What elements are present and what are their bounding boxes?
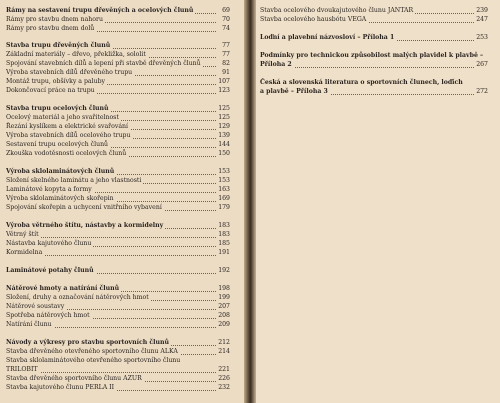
toc-entry: [6, 41, 230, 50]
toc-entry: [6, 140, 230, 149]
toc-entry: [6, 149, 230, 158]
toc-entry: [6, 86, 230, 95]
toc-entry-title: Složení skelného laminátu a jeho vlastnosti: [6, 177, 142, 184]
toc-entry-title: Výroba stavebních dílů dřevěného trupu: [6, 69, 133, 76]
toc-entry-title: a plavbě – Příloha 3: [260, 88, 328, 95]
toc-entry: [6, 383, 230, 392]
toc-entry-page-number: 183: [218, 231, 230, 238]
toc-entry-title: Spojování skořepin a uchycení vnitřního vybavení: [6, 204, 162, 211]
toc-entry-title: Řezání kyslíkem a elektrické svařování: [6, 123, 128, 130]
toc-entry-page-number: 77: [222, 42, 230, 49]
toc-entry-title: Dokončovací práce na trupu: [6, 87, 95, 94]
toc-entry: [6, 194, 230, 203]
toc-entry-page-number: 207: [218, 303, 230, 310]
toc-entry-page-number: 209: [218, 321, 230, 328]
toc-entry-page-number: 183: [218, 222, 230, 229]
toc-entry-title: Větrný štít: [6, 231, 39, 238]
toc-entry: [6, 131, 230, 140]
toc-entry-title: Montáž trupu, obšívky a paluby: [6, 78, 106, 85]
toc-entry-page-number: 153: [218, 177, 230, 184]
toc-entry: [6, 176, 230, 185]
toc-entry: [6, 6, 230, 15]
toc-entry-page-number: 70: [222, 16, 230, 23]
toc-entry: [6, 266, 230, 275]
toc-entry: [6, 311, 230, 320]
toc-entry: [6, 59, 230, 68]
toc-entry-page-number: 199: [218, 294, 230, 301]
toc-entry-page-number: 129: [218, 123, 230, 130]
toc-entry-title: Stavba dřevěného sportovního člunu AZUR: [6, 375, 142, 382]
toc-entry-page-number: 191: [218, 249, 230, 256]
toc-entry-title: Spotřeba nátěrových hmot: [6, 312, 90, 319]
toc-entry-page-number: 221: [218, 366, 230, 373]
toc-entry-title: Stavba trupu dřevěných člunů: [6, 42, 111, 49]
toc-entry-title: Laminátové potahy člunů: [6, 267, 94, 274]
toc-entry-page-number: 125: [218, 114, 230, 121]
toc-entry: [6, 230, 230, 239]
toc-entry-title: Složení, druhy a označování nátěrových hmot: [6, 294, 149, 301]
toc-entry-title: Sestavení trupu ocelových člunů: [6, 141, 109, 148]
toc-entry-page-number: 74: [222, 25, 230, 32]
toc-entry-title: Stavba dřevěného otevřeného sportovního člunu ALKA: [6, 348, 178, 355]
toc-entry: [260, 15, 488, 24]
toc-entry: [6, 221, 230, 230]
toc-entry-page-number: 267: [476, 61, 488, 68]
toc-entry-page-number: 208: [218, 312, 230, 319]
toc-entry-page-number: 212: [218, 339, 230, 346]
toc-entry-page-number: 153: [218, 168, 230, 175]
toc-entry: [260, 51, 488, 60]
toc-entry-page-number: 179: [218, 204, 230, 211]
toc-entry: [6, 365, 230, 374]
toc-entry: [6, 77, 230, 86]
toc-entry-page-number: 214: [218, 348, 230, 355]
toc-entry-page-number: 192: [218, 267, 230, 274]
toc-entry-title: Návody a výkresy pro stavbu sportovních člunů: [6, 339, 169, 346]
toc-entry-page-number: 169: [218, 195, 230, 202]
toc-entry-title: Spojování stavebních dílů a lepení při stavbě dřevěných člunů: [6, 60, 201, 67]
toc-entry-title: Výroba sklolaminátových skořepin: [6, 195, 114, 202]
toc-entry: [6, 203, 230, 212]
toc-entry: [6, 167, 230, 176]
toc-entry-title: Základní materiály – dřevo, překližka, sololit: [6, 51, 146, 58]
toc-entry-page-number: 232: [218, 384, 230, 391]
toc-entry-page-number: 144: [218, 141, 230, 148]
toc-entry-page-number: 82: [222, 60, 230, 67]
toc-entry: [6, 248, 230, 257]
toc-entry-title: Podmínky pro technickou způsobilost malých plavidel k plavbě –: [260, 52, 484, 59]
toc-entry: [260, 87, 488, 96]
toc-entry: [6, 284, 230, 293]
toc-entry: [6, 239, 230, 248]
toc-entry-title: Stavba kajutového člunu PERLA II: [6, 384, 115, 391]
toc-entry-title: Natírání člunu: [6, 321, 52, 328]
toc-entry: [260, 33, 488, 42]
toc-entry-title: Rámy pro stavbu dnem nahoru: [6, 16, 103, 23]
toc-entry-page-number: 185: [218, 240, 230, 247]
toc-entry-page-number: 139: [218, 132, 230, 139]
toc-entry-page-number: 107: [218, 78, 230, 85]
toc-entry-title: Nástavba kajutového člunu: [6, 240, 92, 247]
toc-entry: [6, 113, 230, 122]
toc-entry: [6, 24, 230, 33]
toc-entry: [260, 6, 488, 15]
toc-entry: [260, 60, 488, 69]
toc-entry-title: Stavba ocelového dvoukajutového člunu JANTAR: [260, 7, 414, 14]
toc-entry-title: Rámy pro stavbu dnem dolů: [6, 25, 95, 32]
toc-entry-page-number: 226: [218, 375, 230, 382]
toc-entry-title: Kormidelna: [6, 249, 43, 256]
toc-entry-page-number: 91: [222, 69, 230, 76]
toc-entry-title: Ocelový materiál a jeho svařitelnost: [6, 114, 119, 121]
toc-entry: [6, 50, 230, 59]
toc-entry-title: Výroba větrného štítu, nástavby a kormidelny: [6, 222, 164, 229]
toc-entry-title: Výroba stavebních dílů ocelového trupu: [6, 132, 131, 139]
toc-entry-page-number: 125: [218, 105, 230, 112]
book-gutter: [244, 0, 256, 403]
toc-entry: [6, 293, 230, 302]
left-page: [0, 0, 248, 403]
toc-entry-title: Stavba sklolaminátového otevřeného sportovního člunu: [6, 357, 181, 364]
toc-entry-page-number: 272: [476, 88, 488, 95]
toc-entry: [260, 78, 488, 87]
toc-entry-title: TRILOBIT: [6, 366, 38, 373]
toc-entry-page-number: 69: [222, 7, 230, 14]
toc-entry-page-number: 163: [218, 186, 230, 193]
right-page: [252, 0, 500, 403]
toc-entry-title: Loďní a plavební názvosloví – Příloha 1: [260, 34, 395, 41]
toc-entry-title: Laminátové kopyta a formy: [6, 186, 92, 193]
toc-entry-title: Stavba trupu ocelových člunů: [6, 105, 109, 112]
toc-entry-page-number: 239: [476, 7, 488, 14]
toc-entry-page-number: 123: [218, 87, 230, 94]
toc-entry: [6, 104, 230, 113]
toc-entry-title: Rámy na sestavení trupu dřevěných a ocelových člunů: [6, 7, 194, 14]
toc-entry-title: Zkouška vodotěsnosti ocelových člunů: [6, 150, 127, 157]
toc-entry-title: Nátěrové soustavy: [6, 303, 65, 310]
toc-entry: [6, 320, 230, 329]
toc-entry: [6, 338, 230, 347]
toc-entry: [6, 68, 230, 77]
toc-entry-page-number: 247: [476, 16, 488, 23]
toc-entry-title: Stavba ocelového hausbótu VEGA: [260, 16, 367, 23]
toc-entry: [6, 374, 230, 383]
toc-entry-page-number: 198: [218, 285, 230, 292]
toc-entry: [6, 302, 230, 311]
toc-entry-title: Nátěrové hmoty a natírání člunů: [6, 285, 120, 292]
toc-entry-page-number: 253: [476, 34, 488, 41]
toc-entry: [6, 122, 230, 131]
toc-entry-page-number: 77: [222, 51, 230, 58]
toc-entry-page-number: 150: [218, 150, 230, 157]
toc-entry: [6, 356, 230, 365]
toc-entry: [6, 347, 230, 356]
toc-entry: [6, 15, 230, 24]
toc-entry: [6, 185, 230, 194]
toc-entry-title: Česká a slovenská literatura o sportovních člunech, loďích: [260, 79, 463, 86]
toc-entry-title: Výroba sklolaminátových člunů: [6, 168, 115, 175]
toc-entry-title: Příloha 2: [260, 61, 292, 68]
